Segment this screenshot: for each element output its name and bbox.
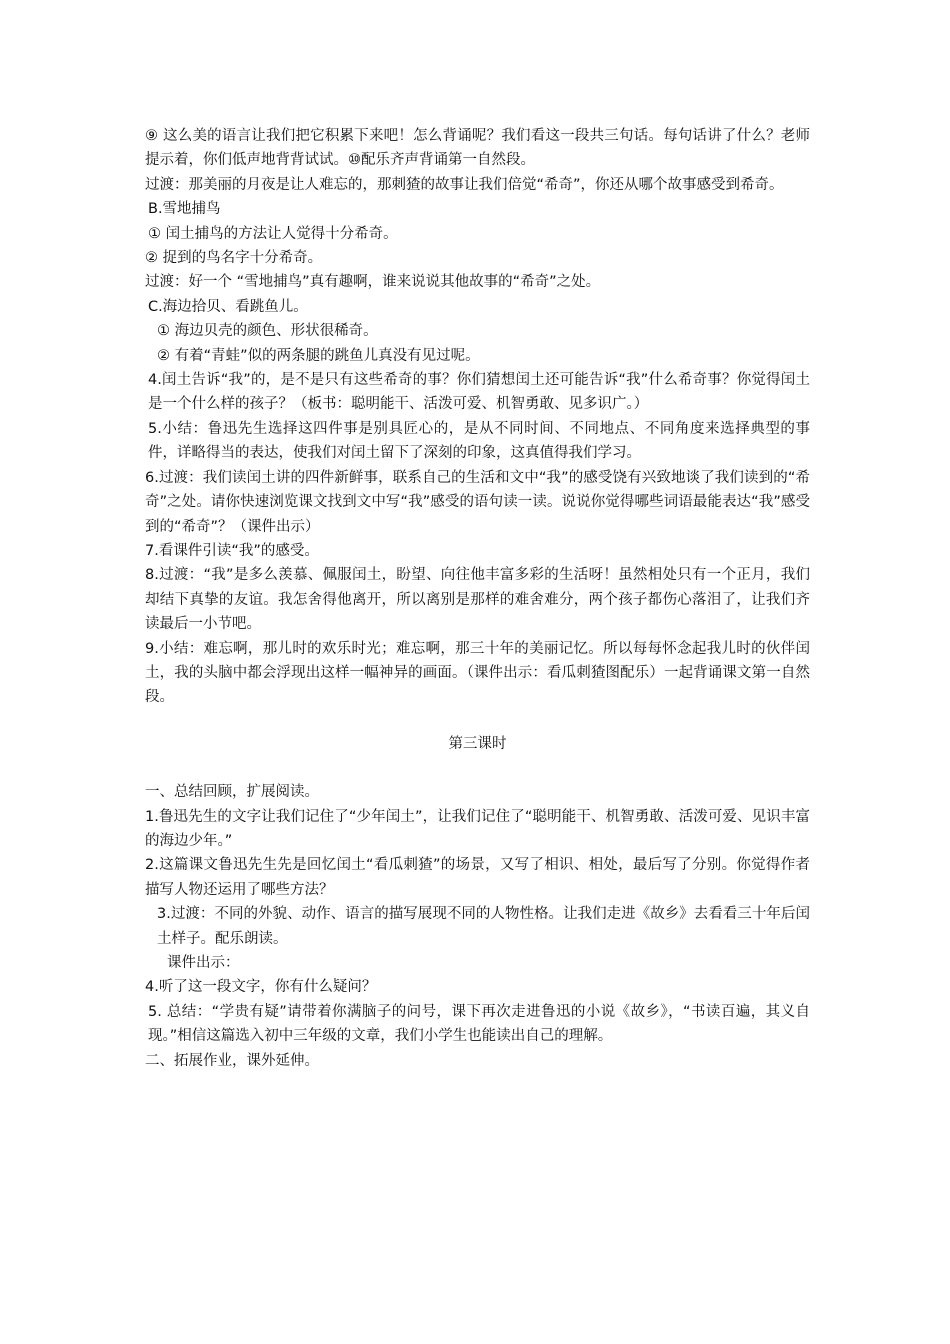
paragraph: B.雪地捕鸟 — [148, 201, 221, 218]
paragraph: 4.闰土告诉“我”的，是不是只有这些希奇的事？你们猜想闰土还可能告诉“我”什么希奇事？你觉得闰土是一个什么样的孩子？（板书：聪明能干、活泼可爱、机智勇敢、见多识广。） — [148, 372, 810, 413]
paragraph: 5. 总结：“学贵有疑”请带着你满脑子的问号，课下再次走进鲁迅的小说《故乡》，“书读百遍，其义自现。”相信这篇选入初中三年级的文章，我们小学生也能读出自己的理解。 — [148, 1003, 810, 1045]
paragraph: 6.过渡：我们读闰土讲的四件新鲜事，联系自己的生活和文中“我”的感受饶有兴致地谈了我们读到的“希奇”之处。请你快速浏览课文找到文中写“我”感受的语句读一读。说说你觉得哪些词语最能表达“我”感受到的“希奇”？（课件出示） — [145, 469, 810, 535]
paragraph: ① 海边贝壳的颜色、形状很稀奇。 — [157, 323, 378, 340]
section-title: 第三课时 — [448, 735, 507, 752]
paragraph: 7.看课件引读“我”的感受。 — [145, 542, 319, 559]
paragraph: 2.这篇课文鲁迅先生先是回忆闰土“看瓜刺猹”的场景，又写了相识、相处，最后写了分别。你觉得作者描写人物还运用了哪些方法？ — [145, 857, 810, 898]
paragraph: ② 捉到的鸟名字十分希奇。 — [145, 250, 323, 267]
paragraph: ⑨ 这么美的语言让我们把它积累下来吧！怎么背诵呢？我们看这一段共三句话。每句话讲了什么？老师提示着，你们低声地背背试试。⑩配乐齐声背诵第一自然段。 — [145, 128, 810, 169]
paragraph: 3.过渡：不同的外貌、动作、语言的描写展现不同的人物性格。让我们走进《故乡》去看看三十年后闰土样子。配乐朗读。 — [157, 906, 810, 947]
paragraph: 过渡：那美丽的月夜是让人难忘的，那刺猹的故事让我们倍觉“希奇”，你还从哪个故事感受到希奇。 — [145, 176, 784, 193]
document-body — [145, 124, 810, 1073]
paragraph: 课件出示： — [167, 955, 240, 971]
paragraph: 1.鲁迅先生的文字让我们记住了“少年闰土”，让我们记住了“聪明能干、机智勇敢、活泼可爱、见识丰富的海边少年。” — [145, 808, 810, 849]
paragraph: ① 闰土捕鸟的方法让人觉得十分希奇。 — [148, 225, 398, 242]
paragraph: 9.小结：难忘啊，那儿时的欢乐时光；难忘啊，那三十年的美丽记忆。所以每每怀念起我儿时的伙伴闰土，我的头脑中都会浮现出这样一幅神异的画面。（课件出示：看瓜刺猹图配乐）一起背诵课文第一自然段。 — [145, 640, 810, 706]
paragraph: 一、总结回顾，扩展阅读。 — [145, 784, 319, 801]
paragraph: 二、拓展作业，课外延伸。 — [145, 1052, 319, 1069]
paragraph: 过渡：好一个 “雪地捕鸟”真有趣啊，谁来说说其他故事的“希奇”之处。 — [145, 274, 601, 291]
paragraph: 4.听了这一段文字，你有什么疑问？ — [145, 979, 377, 996]
paragraph: ② 有着“青蛙”似的两条腿的跳鱼儿真没有见过呢。 — [157, 347, 480, 364]
paragraph: 8.过渡：“我”是多么羡慕、佩服闰土，盼望、向往他丰富多彩的生活呀！虽然相处只有一个正月，我们却结下真挚的友谊。我怎舍得他离开，所以离别是那样的难舍难分，两个孩子都伤心落泪了，让我们齐读最后一小节吧。 — [145, 567, 810, 633]
paragraph: C.海边拾贝、看跳鱼儿。 — [148, 298, 308, 315]
paragraph: 5.小结：鲁迅先生选择这四件事是别具匠心的，是从不同时间、不同地点、不同角度来选择典型的事件，详略得当的表达，使我们对闰土留下了深刻的印象，这真值得我们学习。 — [148, 420, 810, 462]
